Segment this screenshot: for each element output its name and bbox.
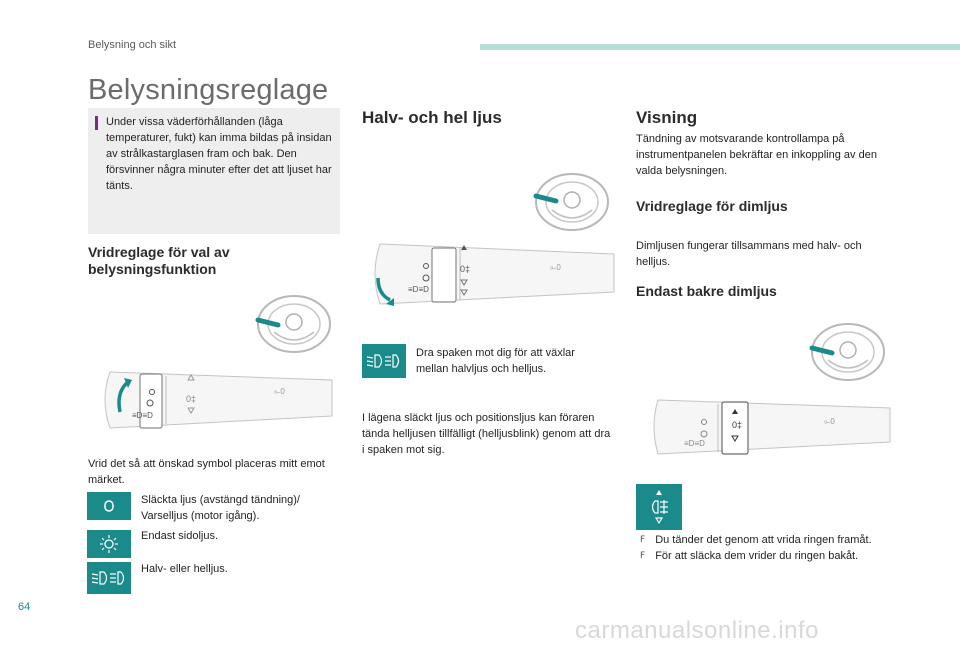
steering-wheel-illustration-right [806, 320, 890, 384]
option-sidelights-text: Endast sidoljus. [141, 530, 219, 542]
info-note-marker [95, 116, 98, 130]
svg-text:⟜0: ⟜0 [824, 417, 835, 426]
fog-stalk-illustration [648, 394, 892, 460]
visning-heading: Visning [636, 108, 698, 127]
option-lights-off-text: Släckta ljus (avstängd tändning)/ Varselljus (motor igång). [141, 494, 300, 522]
header-accent-bar [480, 44, 960, 50]
option-dipped-main-text: Halv- eller helljus. [141, 563, 228, 575]
svg-text:0‡: 0‡ [186, 394, 197, 404]
dipped-main-beam-icon-middle [362, 344, 406, 378]
bullet-text: Du tänder det genom att vrida ringen framåt. [655, 534, 872, 546]
page-title: Belysningsreglage [88, 74, 329, 106]
fog-text: Dimljusen fungerar tillsammans med halv- och helljus. [636, 240, 862, 268]
lights-off-icon [87, 492, 131, 520]
svg-text:≡D≡D: ≡D≡D [408, 285, 429, 294]
bullet-item [640, 532, 890, 548]
rear-fog-heading: Endast bakre dimljus [636, 283, 777, 299]
lighting-stalk-illustration [96, 366, 336, 434]
svg-text:≡D≡D: ≡D≡D [684, 439, 705, 448]
left-intro-text: Vrid det så att önskad symbol placeras mitt emot märket. [88, 458, 325, 486]
svg-text:≡D≡D: ≡D≡D [132, 411, 153, 420]
rear-fog-icon [636, 484, 682, 530]
sidelights-icon [87, 530, 131, 558]
bullet-text: För att släcka dem vrider du ringen bakåt. [655, 550, 859, 562]
middle-heading: Halv- och hel ljus [362, 108, 502, 127]
fog-heading: Vridreglage för dimljus [636, 198, 788, 214]
dipped-main-beam-icon [87, 562, 131, 594]
bullet-marker: F [640, 551, 646, 561]
lighting-stalk-illustration-middle [364, 238, 616, 310]
svg-text:⟜0: ⟜0 [550, 263, 561, 272]
section-header: Belysning och sikt [88, 39, 177, 51]
bullet-item [640, 548, 890, 564]
page-number: 64 [18, 601, 31, 613]
visning-text: Tändning av motsvarande kontrollampa på instrumentpanelen bekräftar en inkoppling av den valda belysningen. [636, 133, 877, 177]
steering-wheel-illustration-middle [530, 170, 614, 234]
svg-text:⟜0: ⟜0 [274, 387, 285, 396]
rear-fog-bullets [640, 532, 890, 564]
middle-paragraph: I lägena släckt ljus och positionsljus kan föraren tända helljusen tillfälligt (helljusblink) genom att dra i spaken mot sig. [362, 412, 611, 456]
middle-icon-text: Dra spaken mot dig för att växlar mellan halvljus och helljus. [416, 347, 575, 375]
steering-wheel-illustration [252, 292, 336, 356]
svg-text:0‡: 0‡ [732, 420, 743, 430]
left-heading: Vridreglage för val av belysningsfunktion [88, 244, 230, 277]
watermark: carmanualsonline.info [575, 617, 819, 644]
bullet-marker: F [640, 535, 646, 545]
svg-text:0‡: 0‡ [460, 264, 471, 274]
info-note-text: Under vissa väderförhållanden (låga temperaturer, fukt) kan imma bildas på insidan av strålkastarglasen fram och bak. Den försvinner några minuter efter det att ljuset har tänts. [106, 116, 332, 192]
